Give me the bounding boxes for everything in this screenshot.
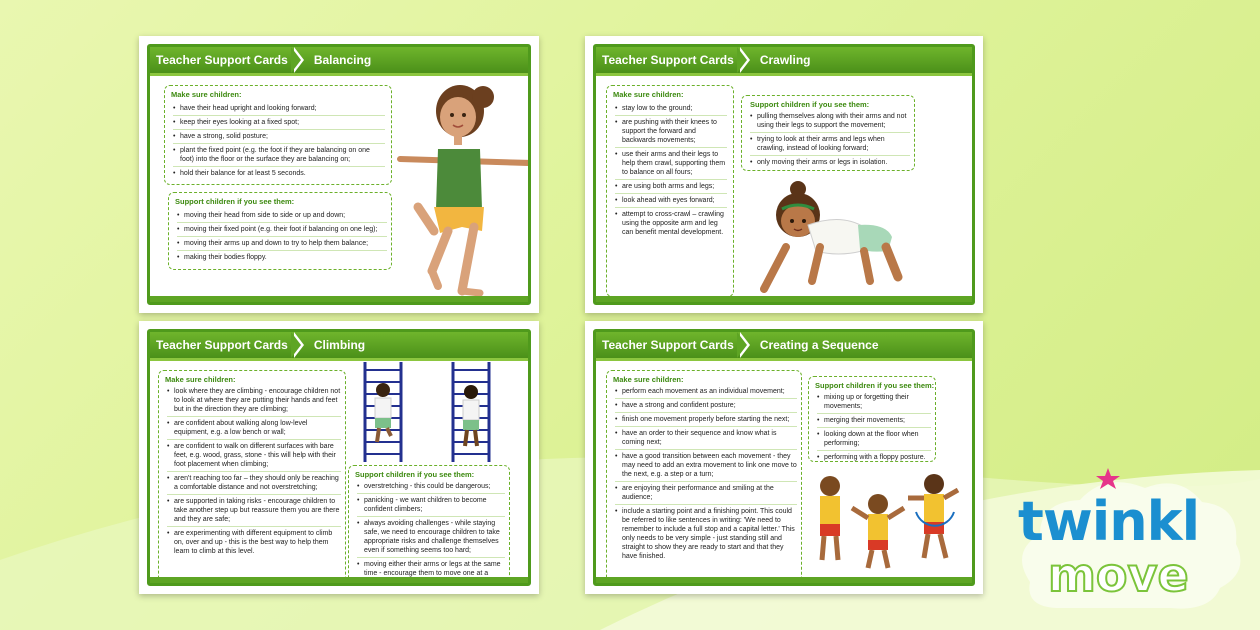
card-crawling [585,36,983,313]
list-item: • panicking - we want children to become confident climbers; [357,494,505,517]
list-item: • include a starting point and a finishing point. This could be referred to like sentences in writing: 'We need to remember to include a full stop and a capital letter.' This only needs to be very simple - just standing still and straight to show they are ready to start and that they have finished. [615,505,797,563]
climbing-children-illustration [355,362,505,462]
list-item: • are confident to walk on different surfaces with bare feet, e.g. wood, grass, stone - this will help with their foot placement when climbing; [167,440,341,472]
list-item: • only moving their arms or legs in isolation. [750,156,910,169]
list-item: • are confident about walking along low-level equipment, e.g. a low bench or wall; [167,417,341,440]
header-series: Teacher Support Cards [596,47,748,73]
list-item: • always avoiding challenges - while staying safe, we need to encourage children to take appropriate risks and challenge themselves even if something seems too hard; [357,517,505,558]
support-box [168,192,392,270]
card-header [150,47,528,73]
support-title: Support children if you see them: [815,381,935,390]
support-box [741,95,915,171]
header-series: Teacher Support Cards [596,332,748,358]
list-item: • moving their arms up and down to try to help them balance; [177,237,387,251]
list-item: • aren't reaching too far – they should only be reaching a comfortable distance and not overstretching; [167,472,341,495]
support-list [817,391,931,464]
list-item: • moving either their arms or legs at the same time - encourage them to move one at a [357,558,505,586]
crawling-child-illustration [746,177,906,302]
support-list [177,209,387,264]
list-item: • moving their fixed point (e.g. their foot if balancing on one leg); [177,223,387,237]
list-item: • overstretching - this could be dangerous; [357,480,505,494]
list-item: • perform each movement as an individual movement; [615,385,797,399]
card-sequence [585,321,983,594]
list-item: • have their head upright and looking forward; [173,102,385,116]
card-header [596,332,972,358]
header-topic: Climbing [313,338,366,352]
list-item: • are pushing with their knees to support the forward and backwards movements; [615,116,727,148]
header-series: Teacher Support Cards [150,47,302,73]
list-item: • have a strong, solid posture; [173,130,385,144]
support-box [808,376,936,462]
make-sure-box [606,370,802,586]
support-box [348,465,510,586]
sequence-children-illustration [808,468,968,578]
card-header [596,47,972,73]
list-item: • attempt to cross-crawl – crawling using the opposite arm and leg can benefit mental development. [615,208,727,239]
header-topic: Crawling [759,53,811,67]
list-item: • moving their head from side to side or up and down; [177,209,387,223]
support-title: Support children if you see them: [355,470,475,479]
list-item: • finish one movement properly before starting the next; [615,413,797,427]
support-title: Support children if you see them: [175,197,295,206]
list-item: • are using both arms and legs; [615,180,727,194]
make-sure-title: Make sure children: [613,375,684,384]
make-sure-box [158,370,346,586]
list-item: • making their bodies floppy. [177,251,387,264]
header-topic: Balancing [313,53,372,67]
list-item: • are supported in taking risks - encourage children to take another step up but reassure them you are there and they are safe; [167,495,341,527]
make-sure-list [615,385,797,563]
list-item: • look ahead with eyes forward; [615,194,727,208]
list-item: • look where they are climbing - encourage children not to look at where they are putting their hands and feet but in the direction they are climbing; [167,385,341,417]
support-list [357,480,505,586]
list-item: • looking down at the floor when performing; [817,428,931,451]
support-list [750,110,910,169]
card-balancing [139,36,539,313]
list-item: • stay low to the ground; [615,102,727,116]
list-item: • have a strong and confident posture; [615,399,797,413]
logo-word-twinkl: twinkl [1018,490,1200,553]
list-item: • mixing up or forgetting their movements; [817,391,931,414]
make-sure-list [167,385,341,558]
list-item: • pulling themselves along with their arms and not using their legs to support the movement; [750,110,910,133]
list-item: • have an order to their sequence and know what is coming next; [615,427,797,450]
list-item: • have a good transition between each movement - they may need to add an extra movement to link one move to the next, e.g. a step or a turn; [615,450,797,482]
list-item: • are enjoying their performance and smiling at the audience; [615,482,797,505]
list-item: • merging their movements; [817,414,931,428]
list-item: • plant the fixed point (e.g. the foot if they are balancing on one foot) into the floor or the surface they are balancing on; [173,144,385,167]
header-series: Teacher Support Cards [150,332,302,358]
header-topic: Creating a Sequence [759,338,879,352]
list-item: • use their arms and their legs to help them crawl, supporting them to balance on all fours; [615,148,727,180]
make-sure-title: Make sure children: [171,90,242,99]
make-sure-list [615,102,727,239]
balancing-child-illustration [390,81,531,296]
make-sure-box [164,85,392,185]
logo-word-move: move [1048,548,1189,602]
list-item: • trying to look at their arms and legs when crawling, instead of looking forward; [750,133,910,156]
support-title: Support children if you see them: [750,100,870,109]
card-header [150,332,528,358]
make-sure-list [173,102,385,180]
twinkl-move-logo [1010,462,1250,622]
make-sure-title: Make sure children: [165,375,236,384]
list-item: • keep their eyes looking at a fixed spot; [173,116,385,130]
list-item: • performing with a floppy posture. [817,451,931,464]
list-item: • hold their balance for at least 5 seconds. [173,167,385,180]
card-climbing [139,321,539,594]
make-sure-box [606,85,734,297]
list-item: • are experimenting with different equipment to climb on, over and up - this is the best way to help them learn to climb at this level. [167,527,341,558]
make-sure-title: Make sure children: [613,90,684,99]
